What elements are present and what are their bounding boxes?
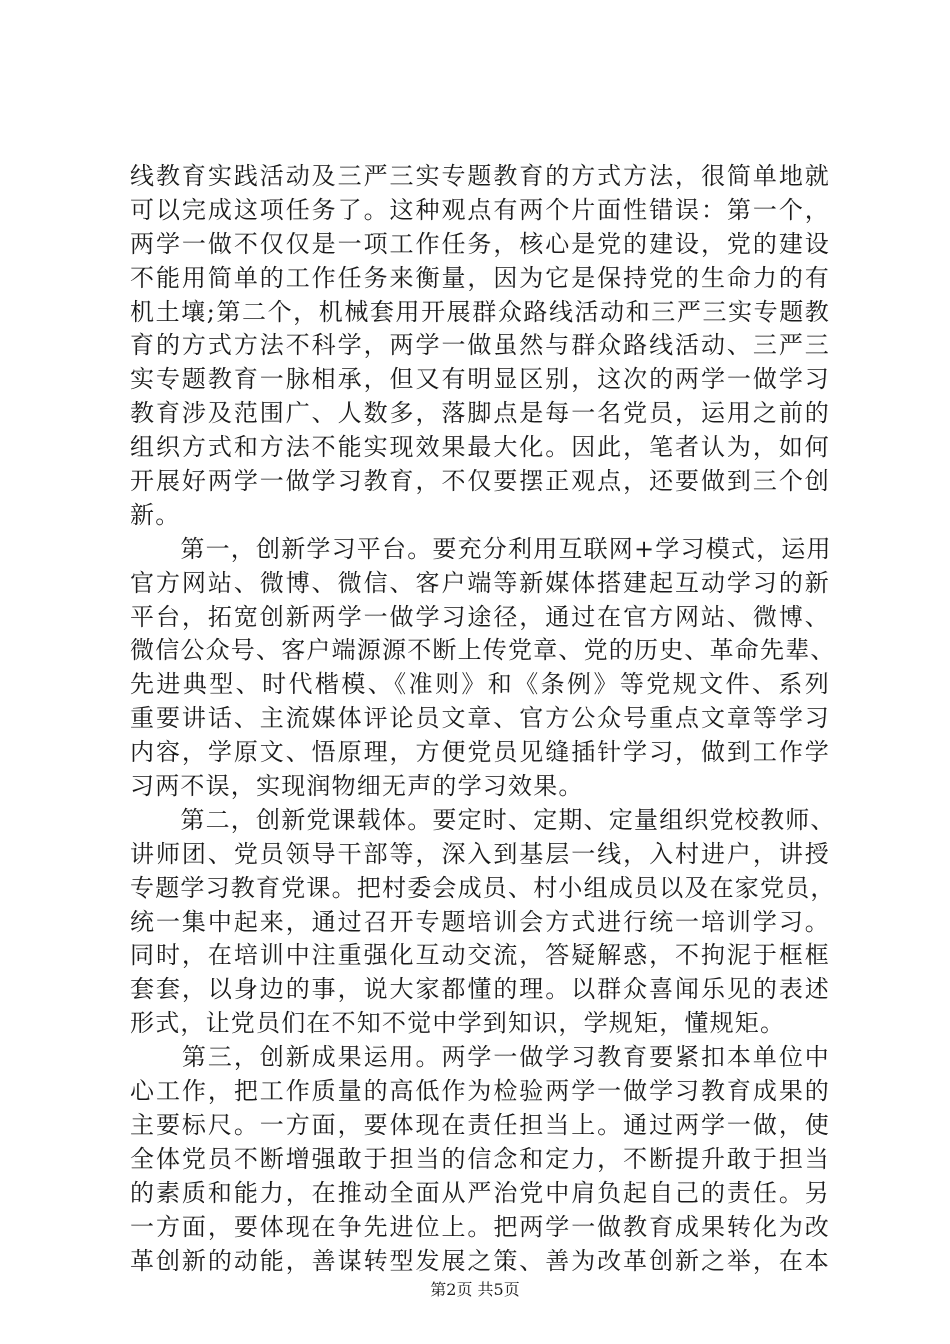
text-line: 第一，创新学习平台。要充分利用互联网+学习模式，运用 — [130, 534, 832, 563]
text-line: 同时，在培训中注重强化互动交流，答疑解惑，不拘泥于框框 — [130, 941, 830, 970]
text-line: 两学一做不仅仅是一项工作任务，核心是党的建设，党的建设 — [130, 229, 830, 258]
text-line: 重要讲话、主流媒体评论员文章、官方公众号重点文章等学习 — [130, 704, 830, 733]
text-line: 微信公众号、客户端源源不断上传党章、党的历史、革命先辈、 — [130, 636, 836, 665]
text-line: 的素质和能力，在推动全面从严治党中肩负起自己的责任。另 — [130, 1178, 830, 1207]
text-line: 讲师团、党员领导干部等，深入到基层一线，入村进户，讲授 — [130, 839, 830, 868]
text-line: 新。 — [130, 500, 181, 529]
text-line: 开展好两学一做学习教育，不仅要摆正观点，还要做到三个创 — [130, 467, 830, 496]
text-line: 主要标尺。一方面，要体现在责任担当上。通过两学一做，使 — [130, 1110, 830, 1139]
text-line: 可以完成这项任务了。这种观点有两个片面性错误：第一个， — [130, 195, 830, 224]
text-line: 一方面，要体现在争先进位上。把两学一做教育成果转化为改 — [130, 1212, 830, 1241]
document-body — [130, 160, 836, 1278]
text-line: 革创新的动能，善谋转型发展之策、善为改革创新之举，在本 — [130, 1246, 830, 1275]
text-line: 官方网站、微博、微信、客户端等新媒体搭建起互动学习的新 — [130, 568, 830, 597]
text-line: 教育涉及范围广、人数多，落脚点是每一名党员，运用之前的 — [130, 399, 830, 428]
text-line: 先进典型、时代楷模、《准则》和《条例》等党规文件、系列 — [130, 670, 830, 699]
text-line: 全体党员不断增强敢于担当的信念和定力，不断提升敢于担当 — [130, 1144, 830, 1173]
text-line: 第三，创新成果运用。两学一做学习教育要紧扣本单位中 — [130, 1043, 830, 1072]
text-line: 育的方式方法不科学，两学一做虽然与群众路线活动、三严三 — [130, 331, 830, 360]
text-line: 线教育实践活动及三严三实专题教育的方式方法，很简单地就 — [130, 162, 830, 190]
text-line: 心工作，把工作质量的高低作为检验两学一做学习教育成果的 — [130, 1077, 830, 1106]
text-line: 不能用简单的工作任务来衡量，因为它是保持党的生命力的有 — [130, 263, 830, 292]
text-line: 第二，创新党课载体。要定时、定期、定量组织党校教师、 — [130, 805, 836, 834]
text-line: 统一集中起来，通过召开专题培训会方式进行统一培训学习。 — [130, 907, 830, 936]
text-line: 专题学习教育党课。把村委会成员、村小组成员以及在家党员， — [130, 873, 836, 902]
text-line: 内容，学原文、悟原理，方便党员见缝插针学习，做到工作学 — [130, 738, 830, 767]
page-number-footer: 第2页 共5页 — [430, 1280, 520, 1299]
text-line: 平台，拓宽创新两学一做学习途径，通过在官方网站、微博、 — [130, 602, 830, 631]
text-line: 套套，以身边的事，说大家都懂的理。以群众喜闻乐见的表述 — [130, 975, 830, 1004]
text-line: 组织方式和方法不能实现效果最大化。因此，笔者认为，如何 — [130, 433, 830, 462]
text-line: 实专题教育一脉相承，但又有明显区别，这次的两学一做学习 — [130, 365, 830, 394]
text-line: 习两不误，实现润物细无声的学习效果。 — [130, 772, 584, 801]
text-line: 机土壤;第二个，机械套用开展群众路线活动和三严三实专题教 — [130, 297, 830, 326]
text-line: 形式，让党员们在不知不觉中学到知识，学规矩，懂规矩。 — [130, 1009, 786, 1038]
